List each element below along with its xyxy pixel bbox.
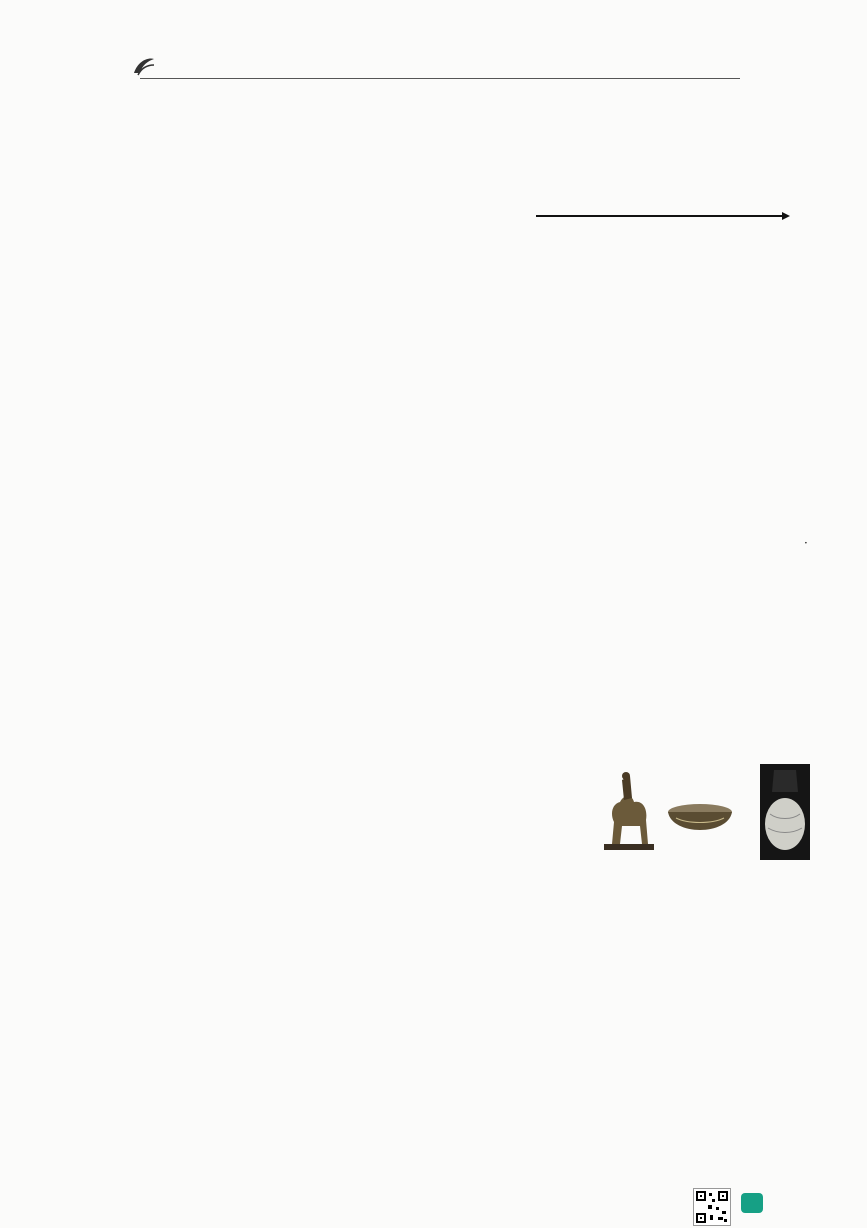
- tang-artifacts-figure: [598, 764, 848, 860]
- qr-code-icon[interactable]: [693, 1188, 731, 1226]
- camscanner-logo: [741, 1193, 763, 1213]
- header-rule: [140, 78, 740, 79]
- history-timeline: [500, 188, 790, 254]
- camel-figurine-icon: [604, 772, 654, 850]
- scan-speck: ·: [804, 536, 808, 550]
- bronze-bowl-icon: [668, 804, 732, 830]
- gilded-vessel-icon: [760, 764, 810, 860]
- school-logo-icon: [132, 55, 156, 77]
